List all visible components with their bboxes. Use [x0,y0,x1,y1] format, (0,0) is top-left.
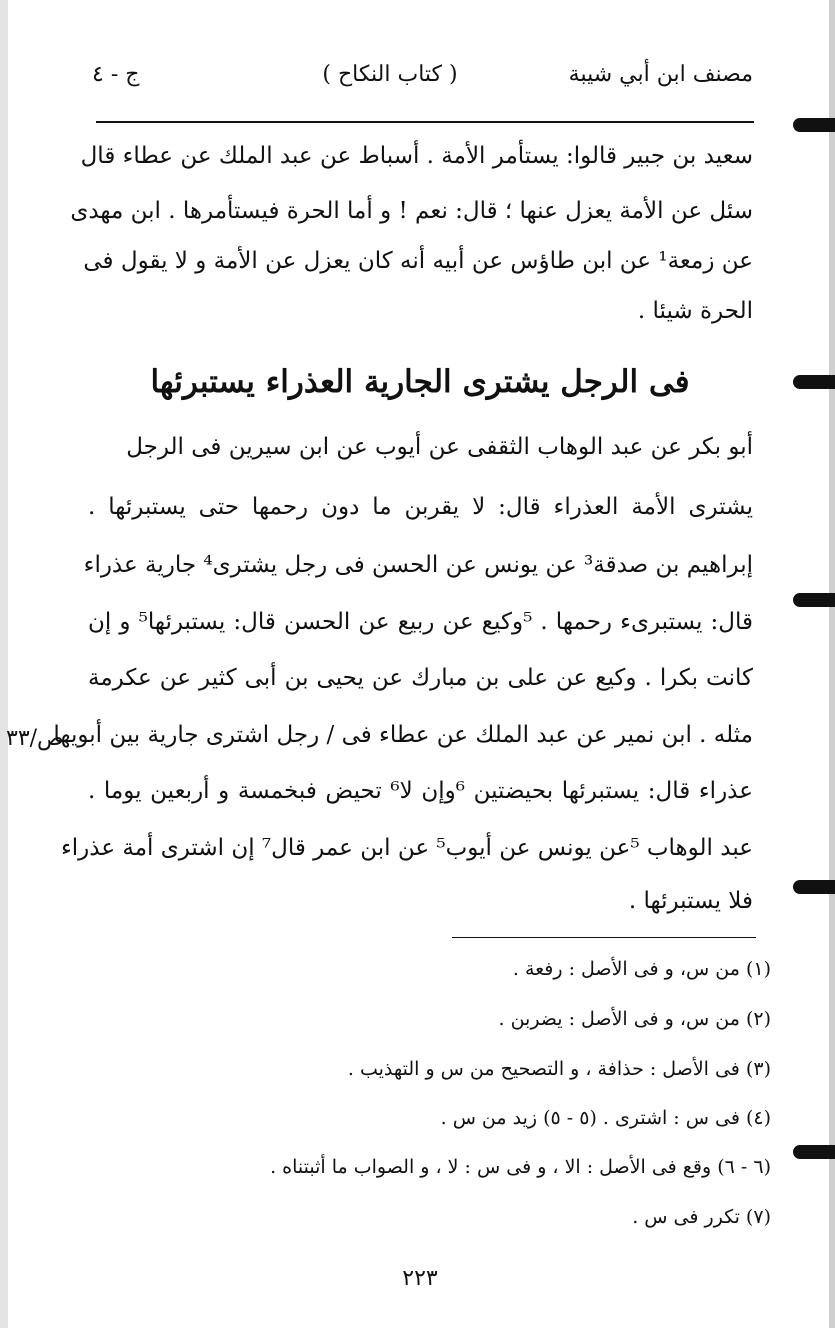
footnote: (٢) من س، و فى الأصل : يضربن . [498,1008,771,1030]
footnote-rule [452,937,756,938]
binding-mark [793,118,835,132]
page-left-edge [0,0,8,1328]
footnote: (٦ - ٦) وقع فى الأصل : الا ، و فى س : لا ، و الصواب ما أثبتناه . [270,1156,771,1178]
page-number: ٢٢٣ [402,1266,438,1291]
body-line: فلا يستبرئها . [628,888,753,914]
binding-mark [793,880,835,894]
binding-mark [793,375,835,389]
body-line: عبد الوهاب ⁵عن يونس عن أيوب⁵ عن ابن عمر قال⁷ إن اشترى أمة عذراء [60,835,753,861]
running-header-volume: ج - ٤ [92,62,140,87]
footnote: (٧) تكرر فى س . [632,1206,771,1228]
header-rule [96,121,754,123]
body-line: أبو بكر عن عبد الوهاب الثقفى عن أيوب عن ابن سيرين فى الرجل [126,434,753,460]
body-line: سعيد بن جبير قالوا: يستأمر الأمة . أسباط عن عبد الملك عن عطاء قال [80,143,753,169]
footnote: (١) من س، و فى الأصل : رفعة . [512,958,771,980]
chapter-heading: فى الرجل يشترى الجارية العذراء يستبرئها [150,364,690,400]
body-line: إبراهيم بن صدقة³ عن يونس عن الحسن فى رجل يشترى⁴ جارية عذراء [83,552,753,578]
running-header-book: مصنف ابن أبي شيبة [568,62,753,87]
page-right-edge [829,0,835,1328]
margin-page-reference: ص/٣٣ [6,726,64,751]
footnote: (٣) فى الأصل : حذافة ، و التصحيح من س و التهذيب . [347,1058,771,1080]
body-line: الحرة شيئا . [637,298,753,324]
body-line: كانت بكرا . وكيع عن على بن مبارك عن يحيى بن أبى كثير عن عكرمة [88,665,753,691]
body-line: عن زمعة¹ عن ابن طاؤس عن أبيه أنه كان يعزل عن الأمة و لا يقول فى [83,248,753,274]
body-line: سئل عن الأمة يعزل عنها ؛ قال: نعم ! و أما الحرة فيستأمرها . ابن مهدى [70,198,753,224]
body-line: عذراء قال: يستبرئها بحيضتين ⁶وإن لا⁶ تحيض فبخمسة و أربعين يوما . [88,778,753,804]
binding-mark [793,593,835,607]
running-header-section: ( كتاب النكاح ) [322,62,458,87]
footnote: (٤) فى س : اشترى . (٥ - ٥) زيد من س . [440,1107,771,1129]
binding-mark [793,1145,835,1159]
body-line: قال: يستبرىء رحمها . ⁵وكيع عن ربيع عن الحسن قال: يستبرئها⁵ و إن [88,609,754,635]
body-line: يشترى الأمة العذراء قال: لا يقربن ما دون رحمها حتى يستبرئها . [88,494,753,520]
body-line: مثله . ابن نمير عن عبد الملك عن عطاء فى / رجل اشترى جارية بين أبويها [53,722,753,748]
